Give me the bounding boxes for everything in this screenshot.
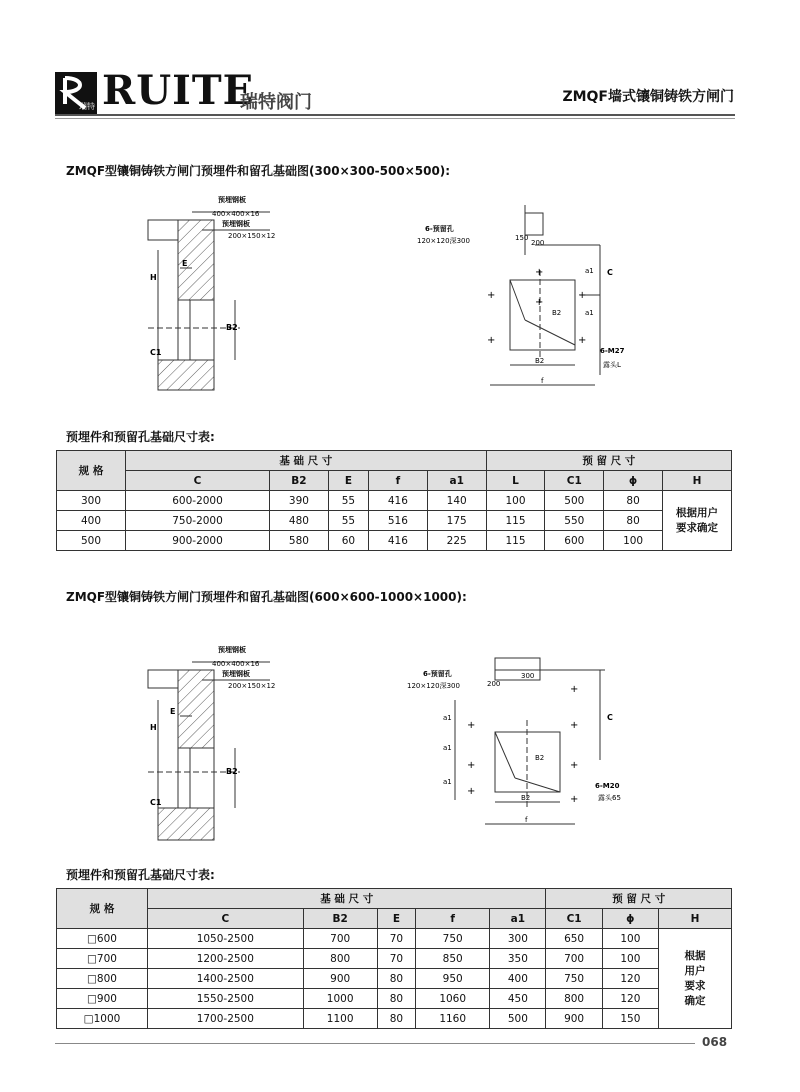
dim-E: E — [170, 707, 176, 716]
dim-300: 300 — [521, 672, 535, 680]
bolt-mark: + — [467, 720, 476, 731]
col-C: C — [126, 471, 270, 491]
h-note-cell — [659, 929, 732, 1029]
hole-label: 6-预留孔 — [425, 225, 454, 233]
section2-spec-table — [56, 888, 732, 1029]
col-E: E — [377, 909, 415, 929]
dim-B2-vertical: B2 — [535, 754, 545, 762]
section2-table-title: 预埋件和预留孔基础尺寸表: — [66, 868, 215, 882]
bolt-length: 露头65 — [598, 794, 621, 802]
hole-size: 120×120深300 — [407, 682, 460, 690]
bolt-mark: + — [467, 786, 476, 797]
bolt-mark: + — [578, 335, 587, 346]
section1-table-title: 预埋件和预留孔基础尺寸表: — [66, 430, 215, 444]
col-B2: B2 — [270, 471, 329, 491]
plate1-size: 400×400×16 — [212, 660, 260, 668]
dim-f: f — [525, 816, 528, 824]
h-note-cell — [663, 491, 732, 551]
bolt-mark: + — [570, 684, 579, 695]
dim-B2: B2 — [226, 767, 238, 776]
col-C: C — [148, 909, 304, 929]
bolt-label: 6-M27 — [600, 347, 625, 355]
page-number: 068 — [702, 1035, 728, 1049]
section2-plan-drawing — [395, 650, 635, 840]
group-reserve: 预 留 尺 寸 — [486, 451, 731, 471]
dim-B2: B2 — [521, 794, 531, 802]
h-note-line: 用户 — [684, 964, 706, 977]
group-base: 基 础 尺 寸 — [148, 889, 546, 909]
plate2-label: 预埋钢板 — [222, 220, 250, 228]
dim-B2: B2 — [226, 323, 238, 332]
header-divider-thin — [55, 118, 735, 119]
table-row: □600 1050-2500 700 70 750 300 650 100 根据 用户 要求 确定 — [57, 929, 732, 949]
hole-size: 120×120深300 — [417, 237, 470, 245]
section1-spec-table — [56, 450, 732, 551]
dim-a1: a1 — [443, 744, 452, 752]
col-B2: B2 — [303, 909, 377, 929]
col-a1: a1 — [490, 909, 546, 929]
dim-H: H — [150, 273, 157, 282]
col-a1: a1 — [427, 471, 486, 491]
brand-name: RUITE — [102, 67, 255, 114]
footer-divider — [55, 1043, 695, 1044]
col-spec: 规 格 — [57, 889, 148, 929]
h-note-line: 确定 — [684, 994, 706, 1007]
plate1-size: 400×400×16 — [212, 210, 260, 218]
bolt-mark: + — [535, 297, 544, 308]
table-row: 500 900-2000 580 60 416 225 115 600 100 — [57, 531, 732, 551]
dim-B2: B2 — [535, 357, 545, 365]
col-C1: C1 — [546, 909, 602, 929]
plate1-label: 预埋钢板 — [218, 196, 246, 204]
dim-E: E — [182, 259, 188, 268]
section1-plan-drawing — [395, 195, 635, 405]
document-title: ZMQF墙式镶铜铸铁方闸门 — [562, 89, 734, 105]
col-H: H — [663, 471, 732, 491]
dim-C1: C1 — [150, 798, 162, 807]
h-note-line: 根据 — [684, 949, 706, 962]
group-base: 基 础 尺 寸 — [126, 451, 487, 471]
plate2-size: 200×150×12 — [228, 232, 276, 240]
bolt-mark: + — [570, 720, 579, 731]
h-note: 根据用户要求确定 — [676, 506, 718, 534]
dim-200: 200 — [487, 680, 501, 688]
plate2-size: 200×150×12 — [228, 682, 276, 690]
brand-logo — [55, 72, 97, 114]
dim-a1: a1 — [585, 309, 594, 317]
group-reserve: 预 留 尺 寸 — [546, 889, 732, 909]
plate2-label: 预埋钢板 — [222, 670, 250, 678]
dim-a1: a1 — [443, 714, 452, 722]
bolt-length: 露头L — [603, 361, 621, 369]
dim-f: f — [541, 377, 544, 385]
hole-label: 6-预留孔 — [423, 670, 452, 678]
dim-200: 200 — [531, 239, 545, 247]
col-H: H — [659, 909, 732, 929]
dim-C: C — [607, 268, 613, 277]
col-f: f — [416, 909, 490, 929]
col-L: L — [486, 471, 545, 491]
brand-name-cn: 瑞特阀门 — [240, 92, 312, 113]
col-f: f — [369, 471, 428, 491]
bolt-mark: + — [487, 290, 496, 301]
bolt-mark: + — [570, 760, 579, 771]
col-C1: C1 — [545, 471, 604, 491]
h-note-line: 要求 — [684, 979, 706, 992]
col-E: E — [328, 471, 368, 491]
bolt-mark: + — [535, 267, 544, 278]
plate1-label: 预埋钢板 — [218, 646, 246, 654]
table-row: □900 1550-2500 1000 80 1060 450 800 120 — [57, 989, 732, 1009]
header-divider — [55, 114, 735, 116]
col-phi: ϕ — [604, 471, 663, 491]
col-spec: 规 格 — [57, 451, 126, 491]
logo-text: 瑞特 — [79, 102, 95, 111]
table-row: 300 600-2000 390 55 416 140 100 500 80 根据用户要求确定 — [57, 491, 732, 511]
section1-wall-drawing — [140, 190, 320, 400]
section2-title: ZMQF型镶铜铸铁方闸门预埋件和留孔基础图(600×600-1000×1000): — [66, 590, 467, 604]
table-row: □1000 1700-2500 1100 80 1160 500 900 150 — [57, 1009, 732, 1029]
bolt-label: 6-M20 — [595, 782, 620, 790]
dim-C: C — [607, 713, 613, 722]
bolt-mark: + — [467, 760, 476, 771]
table-row: □700 1200-2500 800 70 850 350 700 100 — [57, 949, 732, 969]
table-row: □800 1400-2500 900 80 950 400 750 120 — [57, 969, 732, 989]
bolt-mark: + — [570, 794, 579, 805]
dim-150: 150 — [515, 234, 529, 242]
dim-a1: a1 — [585, 267, 594, 275]
section1-title: ZMQF型镶铜铸铁方闸门预埋件和留孔基础图(300×300-500×500): — [66, 164, 451, 178]
section2-wall-drawing — [140, 640, 320, 850]
bolt-mark: + — [487, 335, 496, 346]
dim-B2-vertical: B2 — [552, 309, 562, 317]
table-row: 400 750-2000 480 55 516 175 115 550 80 — [57, 511, 732, 531]
bolt-mark: + — [578, 290, 587, 301]
dim-a1: a1 — [443, 778, 452, 786]
dim-C1: C1 — [150, 348, 162, 357]
dim-H: H — [150, 723, 157, 732]
col-phi: ϕ — [602, 909, 658, 929]
